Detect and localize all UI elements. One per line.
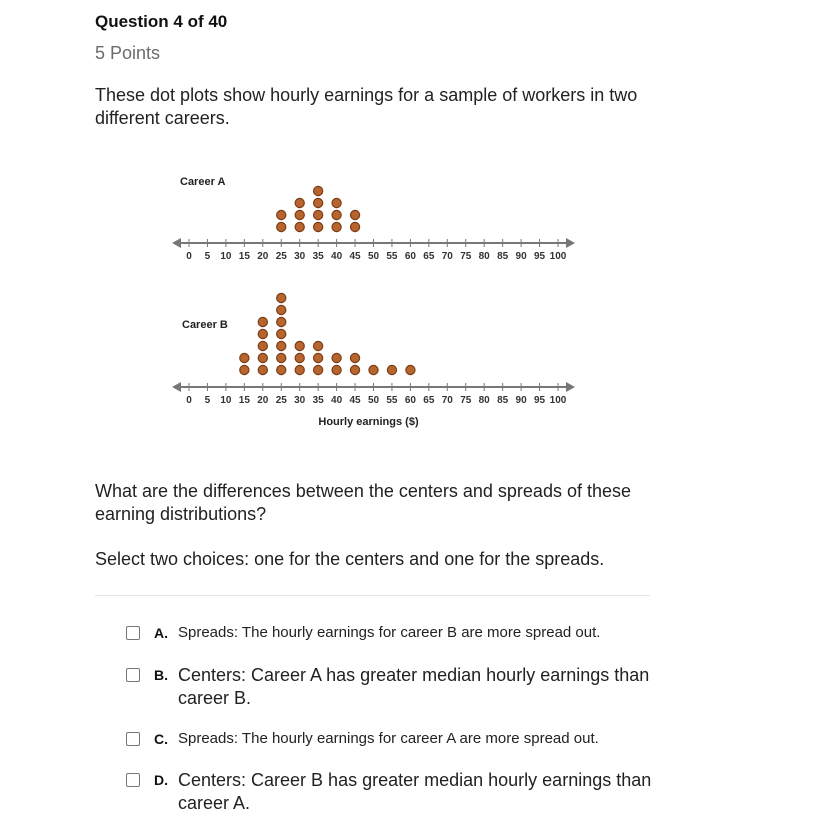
tick-label: 30 [294,395,306,406]
tick-label: 45 [349,251,361,262]
data-dot [277,293,286,302]
choice-text: Spreads: The hourly earnings for career B are more spread out. [178,624,601,641]
data-dot [277,353,286,362]
data-dot [277,365,286,374]
data-dot [258,341,267,350]
tick-label: 95 [533,251,546,262]
tick-label: 45 [349,395,361,406]
data-dot [295,210,304,219]
choice-letter: A. [154,625,168,641]
tick-label: 80 [478,395,490,406]
tick-label: 30 [294,251,306,262]
data-dot [314,353,323,362]
data-dot [277,222,286,231]
tick-label: 5 [204,251,211,262]
tick-label: 40 [331,251,343,262]
data-dot [240,353,249,362]
data-dot [350,222,359,231]
choice-c[interactable] [126,728,599,750]
tick-label: 55 [386,251,398,262]
choice-text: Centers: Career B has greater median hourly earnings than career A. [178,770,652,813]
tick-label: 90 [515,395,527,406]
tick-label: 0 [186,251,192,262]
data-dot [258,353,267,362]
data-dot [277,317,286,326]
axis-arrow-right [566,238,575,248]
data-dot [277,210,286,219]
tick-label: 60 [404,395,416,406]
checkbox-b[interactable] [126,668,140,682]
data-dot [369,365,378,374]
choice-d[interactable] [126,769,666,815]
tick-label: 50 [367,395,380,406]
tick-label: 100 [549,251,567,262]
data-dot [314,222,323,231]
tick-label: 65 [423,395,435,406]
plot-title: Career B [182,319,228,331]
tick-label: 95 [533,395,546,406]
tick-label: 80 [478,251,490,262]
plot-title: Career A [180,176,226,188]
data-dot [277,305,286,314]
tick-label: 75 [460,395,472,406]
tick-label: 55 [386,395,398,406]
data-dot [314,198,323,207]
data-dot [314,365,323,374]
axis-arrow-left [172,238,181,248]
data-dot [387,365,396,374]
tick-label: 60 [404,251,416,262]
tick-label: 85 [497,395,509,406]
data-dot [406,365,415,374]
choice-text: Centers: Career A has greater median hourly earnings than career B. [178,665,650,708]
tick-label: 25 [275,251,287,262]
tick-label: 0 [186,395,192,406]
data-dot [314,210,323,219]
data-dot [295,222,304,231]
tick-label: 35 [312,395,324,406]
tick-label: 20 [257,251,269,262]
tick-label: 65 [423,251,435,262]
data-dot [332,222,341,231]
question-intro: These dot plots show hourly earnings for a sample of workers in two different careers. [95,85,638,128]
data-dot [332,198,341,207]
data-dot [332,210,341,219]
choice-a[interactable] [126,622,600,644]
checkbox-a[interactable] [126,626,140,640]
choice-letter: B. [154,667,168,683]
choice-letter: D. [154,772,168,788]
data-dot [314,341,323,350]
tick-label: 40 [331,395,343,406]
data-dot [295,198,304,207]
checkbox-d[interactable] [126,773,140,787]
tick-label: 20 [257,395,269,406]
data-dot [350,353,359,362]
question-number: Question 4 of 40 [95,12,228,31]
tick-label: 70 [441,251,453,262]
tick-label: 35 [312,251,324,262]
data-dot [258,365,267,374]
choice-letter: C. [154,731,168,747]
tick-label: 100 [549,395,567,406]
data-dot [314,186,323,195]
tick-label: 85 [497,251,509,262]
axis-arrow-left [172,382,181,392]
question-points: 5 Points [95,43,161,63]
tick-label: 15 [238,251,250,262]
x-axis-label: Hourly earnings ($) [318,416,419,428]
data-dot [350,365,359,374]
divider [95,595,650,596]
data-dot [332,365,341,374]
data-dot [332,353,341,362]
axis-arrow-right [566,382,575,392]
tick-label: 10 [220,251,232,262]
tick-label: 75 [460,251,472,262]
data-dot [277,341,286,350]
choice-b[interactable] [126,664,666,710]
data-dot [258,317,267,326]
question-prompt: What are the differences between the centers and spreads of these earning distributions? [95,481,632,524]
data-dot [258,329,267,338]
tick-label: 90 [515,251,527,262]
checkbox-c[interactable] [126,732,140,746]
data-dot [295,365,304,374]
data-dot [350,210,359,219]
data-dot [295,341,304,350]
data-dot [295,353,304,362]
question-instruction: Select two choices: one for the centers and one for the spreads. [95,549,605,569]
tick-label: 70 [441,395,453,406]
choice-text: Spreads: The hourly earnings for career A are more spread out. [178,730,599,747]
tick-label: 50 [367,251,380,262]
tick-label: 5 [204,395,211,406]
tick-label: 25 [275,395,287,406]
tick-label: 15 [238,395,250,406]
tick-label: 10 [220,395,232,406]
data-dot [240,365,249,374]
data-dot [277,329,286,338]
